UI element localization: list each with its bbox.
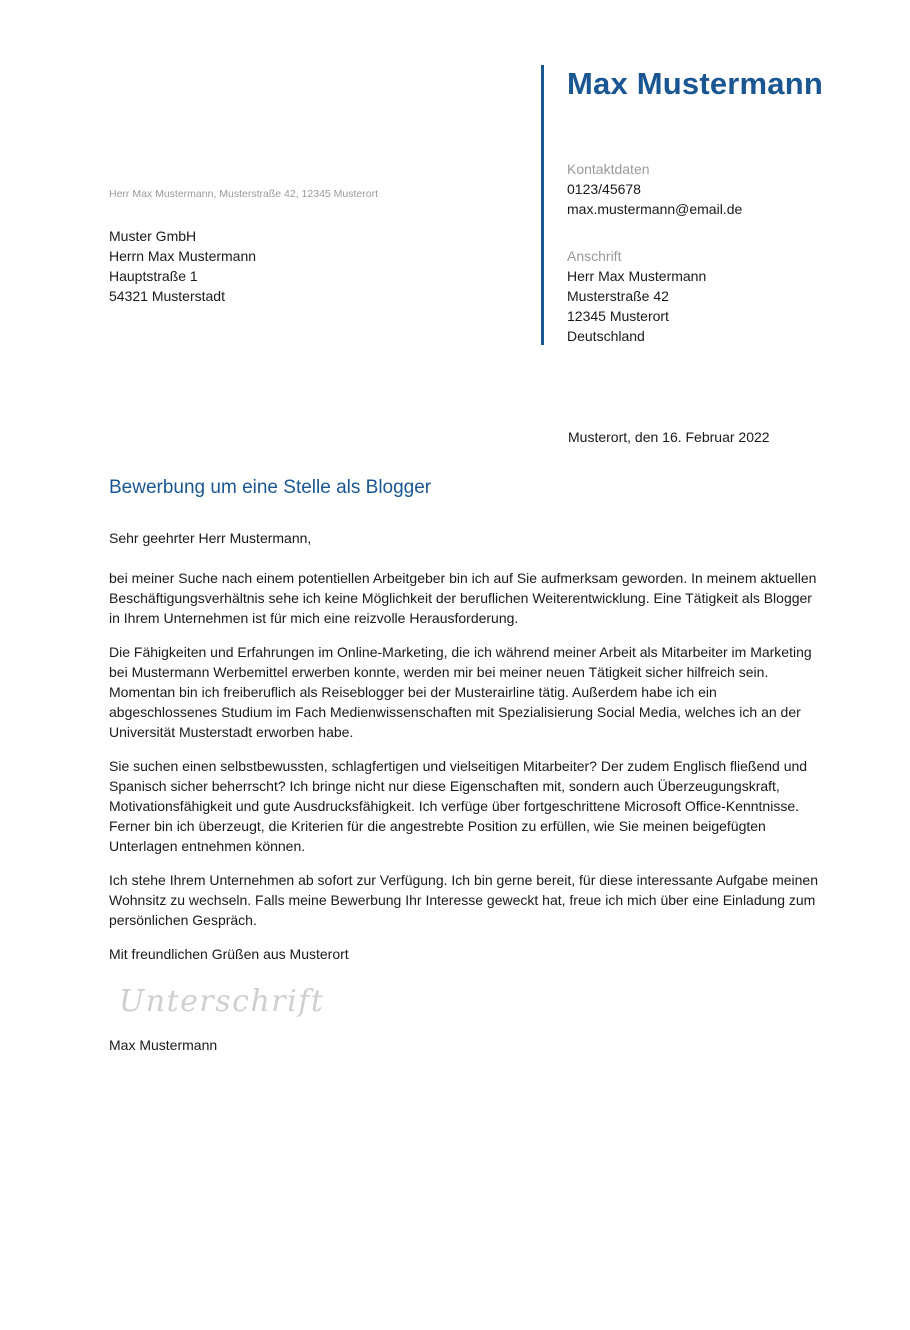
address-line: Herr Max Mustermann	[567, 268, 707, 284]
recipient-line: Muster GmbH	[109, 228, 197, 244]
closing-line: Mit freundlichen Grüßen aus Musterort	[109, 946, 349, 962]
signature-placeholder: Unterschrift	[119, 984, 325, 1019]
recipient-address	[109, 226, 256, 306]
salutation: Sehr geehrter Herr Mustermann,	[109, 530, 312, 546]
body-paragraph: Ich stehe Ihrem Unternehmen ab sofort zur Verfügung. Ich bin gerne bereit, für diese interessante Aufgabe meinen Wohnsitz zu wechseln. Falls meine Bewerbung Ihr Interesse geweckt hat, freue ich mich über eine Einladung zum persönlichen Gespräch.	[109, 872, 818, 928]
header-contact-block	[541, 65, 841, 345]
recipient-line: Hauptstraße 1	[109, 268, 198, 284]
address-line: Musterstraße 42	[567, 288, 669, 304]
body-paragraph: Die Fähigkeiten und Erfahrungen im Online-Marketing, die ich während meiner Arbeit als Mitarbeiter im Marketing bei Mustermann Werbemittel erwerben konnte, werden mir bei meiner neuen Tätigkeit sicher hilfreich sein. Momentan bin ich freiberuflich als Reiseblogger bei der Musterairline tätig. Außerdem habe ich ein abgeschlossenes Studium im Fach Medienwissenschaften mit Spezialisierung Social Media, welches ich an der Universität Musterstadt erworben habe.	[109, 644, 812, 740]
letter-subject: Bewerbung um eine Stelle als Blogger	[109, 477, 432, 498]
body-paragraph: bei meiner Suche nach einem potentiellen Arbeitgeber bin ich auf Sie aufmerksam geworden. In meinem aktuellen Beschäftigungsverhältnis sehe ich keine Möglichkeit der beruflichen Weiterentwicklung. Eine Tätigkeit als Blogger in Ihrem Unternehmen ist für mich eine reizvolle Herausforderung.	[109, 570, 817, 626]
recipient-line: Herrn Max Mustermann	[109, 248, 257, 264]
applicant-name: Max Mustermann	[567, 66, 824, 101]
sender-return-line: Herr Max Mustermann, Musterstraße 42, 12345 Musterort	[109, 188, 379, 200]
contact-label: Kontaktdaten	[567, 161, 650, 177]
signer-name: Max Mustermann	[109, 1037, 218, 1053]
body-paragraph: Sie suchen einen selbstbewussten, schlagfertigen und vielseitigen Mitarbeiter? Der zudem Englisch fließend und Spanisch sicher beherrscht? Ich bringe nicht nur diese Eigenschaften mit, sondern auch Überzeugungskraft, Motivationsfähigkeit und gute Ausdrucksfähigkeit. Ich verfüge über fortgeschrittene Microsoft Office-Kenntnisse. Ferner bin ich überzeugt, die Kriterien für die angestrebte Position zu erfüllen, wie Sie meinen beigefügten Unterlagen entnehmen können.	[109, 758, 808, 854]
recipient-line: 54321 Musterstadt	[109, 288, 225, 304]
letter-date: Musterort, den 16. Februar 2022	[568, 429, 770, 445]
address-line: 12345 Musterort	[567, 308, 669, 324]
address-label: Anschrift	[567, 248, 622, 264]
phone-number: 0123/45678	[567, 181, 641, 197]
letter-body	[109, 528, 825, 978]
address-line: Deutschland	[567, 328, 645, 344]
email-address: max.mustermann@email.de	[567, 201, 743, 217]
